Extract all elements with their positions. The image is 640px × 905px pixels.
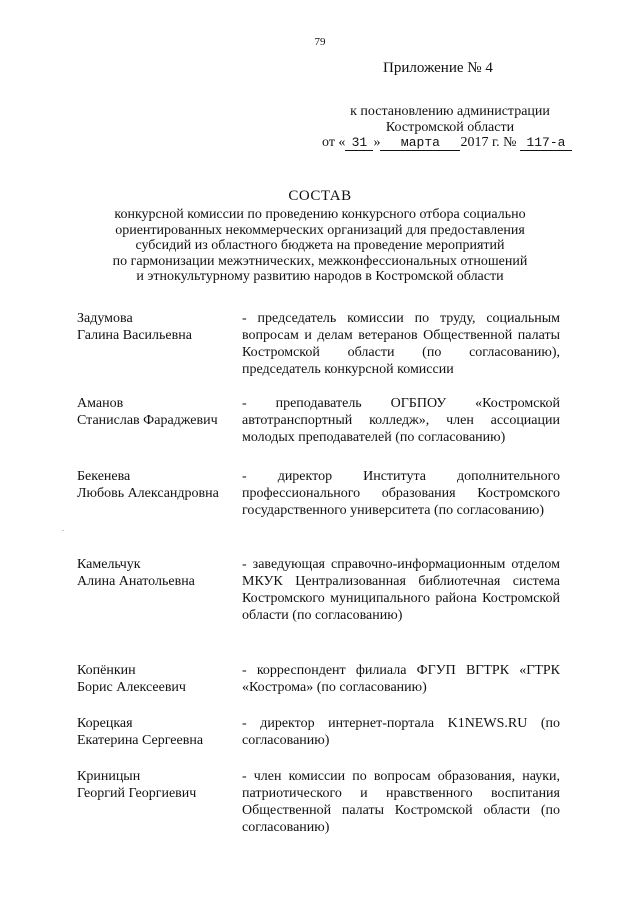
- subtitle-line: субсидий из областного бюджета на проведение мероприятий: [135, 238, 505, 253]
- date-mid: »: [373, 135, 381, 150]
- number-prefix: №: [503, 135, 517, 150]
- member-given-names: Любовь Александровна: [77, 486, 219, 501]
- member-name: [77, 768, 242, 836]
- member-name: [77, 556, 242, 662]
- reference-line-1: к постановлению администрации: [350, 104, 550, 119]
- member-role: - директор интернет-портала K1NEWS.RU (по согласованию): [242, 716, 560, 748]
- member-surname: Бекенева: [77, 469, 131, 484]
- member-given-names: Борис Алексеевич: [77, 680, 186, 695]
- member-surname: Аманов: [77, 396, 124, 411]
- document-title: СОСТАВ: [288, 188, 352, 204]
- member-role: - корреспондент филиала ФГУП ВГТРК «ГТРК «Кострома» (по согласованию): [242, 663, 560, 695]
- member-given-names: Станислав Фараджевич: [77, 413, 218, 428]
- member-name: [77, 662, 242, 715]
- appendix-title: Приложение № 4: [383, 60, 493, 76]
- date-day: 31: [345, 135, 373, 151]
- member-entry: [77, 395, 563, 468]
- commission-members-list: [77, 310, 563, 836]
- member-surname: Задумова: [77, 311, 133, 326]
- member-role: - директор Института дополнительного профессионального образования Костромского государственного университета (по согласованию): [242, 469, 560, 518]
- member-role: - председатель комиссии по труду, социальным вопросам и делам ветеранов Общественной палаты Костромской области (по согласованию), председатель конкурсной комиссии: [242, 311, 560, 377]
- member-entry: [77, 768, 563, 836]
- member-surname: Копёнкин: [77, 663, 136, 678]
- member-entry: [77, 468, 563, 556]
- member-role: - преподаватель ОГБПОУ «Костромской автотранспортный колледж», член ассоциации молодых преподавателей (по согласованию): [242, 396, 560, 445]
- page-number: 79: [314, 36, 326, 48]
- subtitle-line: по гармонизации межэтнических, межконфессиональных отношений: [112, 253, 528, 269]
- member-name: [77, 310, 242, 395]
- member-role: - член комиссии по вопросам образования, науки, патриотического и нравственного воспитания Общественной палаты Костромской области (по согласованию): [242, 769, 560, 835]
- member-name: [77, 395, 242, 468]
- subtitle-line: конкурсной комиссии по проведению конкурсного отбора социально: [114, 207, 526, 222]
- member-given-names: Екатерина Сергеевна: [77, 733, 204, 748]
- date-year: 2017 г.: [460, 135, 500, 150]
- member-surname: Корецкая: [77, 716, 133, 731]
- member-entry: [77, 310, 563, 395]
- decree-date-line: [322, 135, 572, 151]
- decree-number: 117-а: [520, 135, 572, 151]
- date-month: марта: [380, 135, 460, 151]
- document-subtitle: [70, 207, 570, 285]
- member-given-names: Галина Васильевна: [77, 328, 192, 343]
- member-name: [77, 468, 242, 556]
- member-entry: [77, 662, 563, 715]
- subtitle-line: ориентированных некоммерческих организаций для предоставления: [115, 222, 525, 238]
- member-surname: Криницын: [77, 769, 141, 784]
- margin-mark: .: [62, 524, 64, 533]
- member-name: [77, 715, 242, 768]
- member-role: - заведующая справочно-информационным отделом МКУК Централизованная библиотечная система Костромского муниципального района Костромской области (по согласованию): [242, 557, 560, 623]
- reference-line-2: Костромской области: [385, 120, 515, 135]
- member-given-names: Алина Анатольевна: [77, 574, 195, 589]
- member-given-names: Георгий Георгиевич: [77, 786, 197, 801]
- date-prefix: от «: [322, 135, 346, 150]
- member-surname: Камельчук: [77, 557, 141, 572]
- member-entry: [77, 556, 563, 662]
- member-entry: [77, 715, 563, 768]
- subtitle-line: и этнокультурному развитию народов в Костромской области: [136, 269, 504, 284]
